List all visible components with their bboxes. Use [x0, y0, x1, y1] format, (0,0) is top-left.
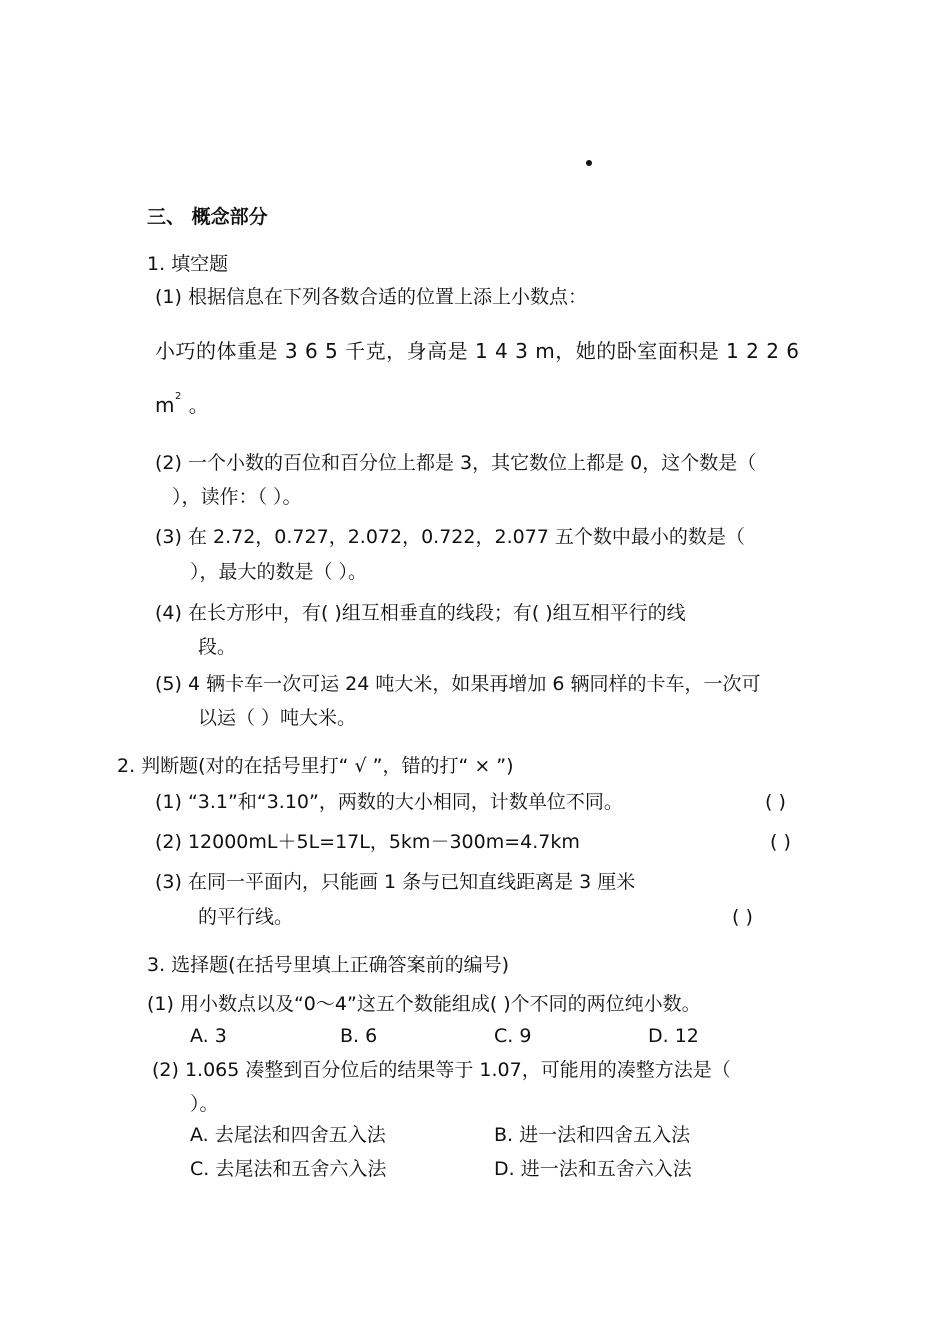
q1-p2-line2: ），读作：（ ）。 [172, 486, 302, 508]
q3-c1-option-d: D. 12 [648, 1025, 699, 1047]
q3-c2-line2: ）。 [190, 1093, 219, 1115]
decorative-dot [586, 160, 592, 166]
q1-p1-sentence: 小巧的体重是 3 6 5 千克，身高是 1 4 3 m，她的卧室面积是 1 2 2 6 [155, 339, 800, 363]
q3-c2-option-d: D. 进一法和五舍六入法 [494, 1158, 692, 1180]
q3-c2-option-c: C. 去尾法和五舍六入法 [190, 1158, 387, 1180]
q2-j2-text: (2) 12000mL＋5L=17L，5km－300m=4.7km [155, 831, 580, 853]
q3-c2-option-b: B. 进一法和四舍五入法 [494, 1124, 691, 1146]
q2-title: 2. 判断题(对的在括号里打“ √ ”，错的打“ × ”) [117, 755, 514, 777]
q2-j1-text: (1) “3.1”和“3.10”，两数的大小相同，计数单位不同。 [155, 791, 623, 813]
q2-j3-answer-paren: ( ) [732, 906, 753, 928]
q3-c2-line1: (2) 1.065 凑整到百分位后的结果等于 1.07，可能用的凑整方法是（ [152, 1059, 731, 1081]
q3-c1-option-a: A. 3 [190, 1025, 227, 1047]
unit-superscript: 2 [174, 391, 182, 402]
q2-j3-line1: (3) 在同一平面内，只能画 1 条与已知直线距离是 3 厘米 [155, 871, 636, 893]
q1-p4-line2: 段。 [198, 636, 237, 658]
q1-p3-line1: (3) 在 2.72，0.727，2.072，0.722，2.077 五个数中最小的数是（ [155, 526, 745, 548]
q2-j2-answer-paren: ( ) [770, 831, 791, 853]
q1-p1-unit-line [155, 393, 209, 417]
q1-p3-line2: ），最大的数是（ ）。 [190, 561, 368, 583]
q1-p5-line1: (5) 4 辆卡车一次可运 24 吨大米，如果再增加 6 辆同样的卡车，一次可 [155, 673, 761, 695]
q3-c1-text: (1) 用小数点以及“0～4”这五个数能组成( )个不同的两位纯小数。 [147, 993, 701, 1015]
q3-c1-option-b: B. 6 [340, 1025, 378, 1047]
section-heading: 三、 概念部分 [147, 206, 268, 228]
unit-end: 。 [188, 393, 210, 417]
q1-title: 1. 填空题 [147, 253, 229, 275]
q2-j3-line2: 的平行线。 [198, 906, 294, 928]
q3-title: 3. 选择题(在括号里填上正确答案前的编号) [147, 954, 509, 976]
q1-p1-intro: (1) 根据信息在下列各数合适的位置上添上小数点： [155, 286, 587, 308]
q1-p4-line1: (4) 在长方形中，有( )组互相垂直的线段；有( )组互相平行的线 [155, 602, 686, 624]
q3-c2-option-a: A. 去尾法和四舍五入法 [190, 1124, 386, 1146]
q1-p2-line1: (2) 一个小数的百位和百分位上都是 3，其它数位上都是 0，这个数是（ [155, 452, 757, 474]
unit-text: m [155, 393, 175, 417]
q1-p5-line2: 以运（ ）吨大米。 [198, 707, 357, 729]
q2-j1-answer-paren: ( ) [765, 791, 786, 813]
q3-c1-option-c: C. 9 [494, 1025, 532, 1047]
